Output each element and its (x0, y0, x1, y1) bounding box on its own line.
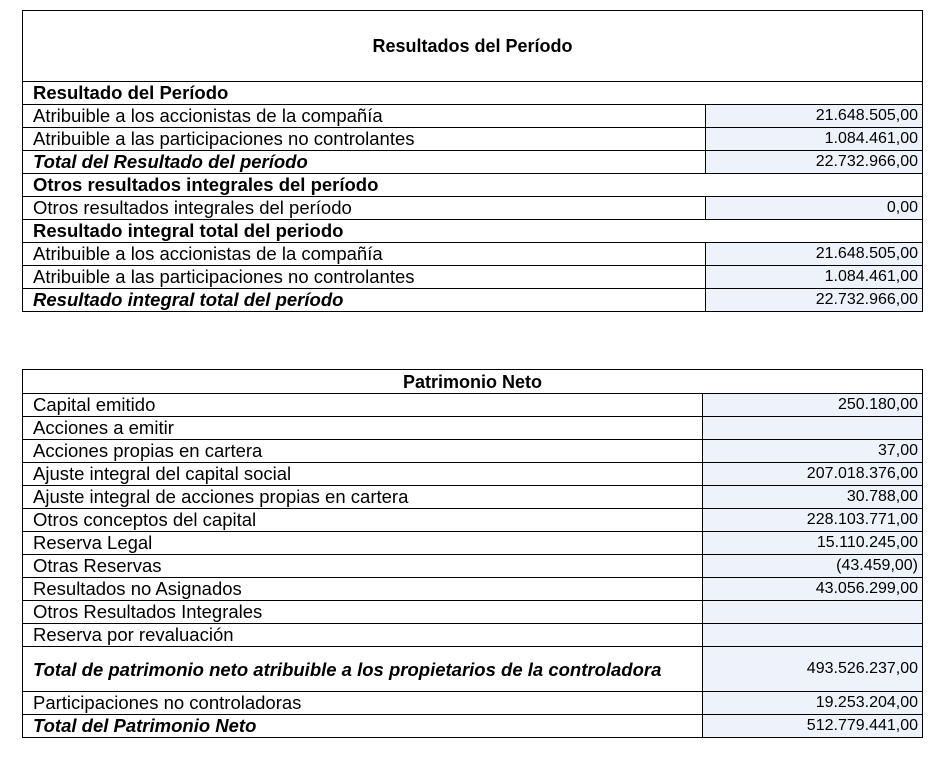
patrimonio-row-value (703, 601, 923, 624)
patrimonio-row-value: 30.788,00 (703, 486, 923, 509)
resultados-row-label: Atribuible a las participaciones no controlantes (23, 128, 706, 151)
resultados-row-label: Resultado integral total del período (23, 289, 706, 312)
patrimonio-row-value: 15.110.245,00 (703, 532, 923, 555)
patrimonio-row (23, 692, 923, 715)
resultados-row (23, 128, 923, 151)
patrimonio-row-label: Otros Resultados Integrales (23, 601, 703, 624)
patrimonio-row-label: Resultados no Asignados (23, 578, 703, 601)
resultados-row (23, 243, 923, 266)
resultados-row-label: Atribuible a los accionistas de la compañía (23, 105, 706, 128)
patrimonio-row-label: Reserva por revaluación (23, 624, 703, 647)
patrimonio-table (22, 369, 923, 738)
patrimonio-row-value: 493.526.237,00 (703, 647, 923, 692)
resultados-row (23, 105, 923, 128)
patrimonio-row (23, 440, 923, 463)
patrimonio-row (23, 624, 923, 647)
patrimonio-row-label: Participaciones no controladoras (23, 692, 703, 715)
patrimonio-row (23, 601, 923, 624)
resultados-row-value: 21.648.505,00 (706, 243, 923, 266)
resultados-section-label: Resultado del Período (23, 82, 923, 105)
resultados-row-value: 1.084.461,00 (706, 128, 923, 151)
resultados-row-value: 22.732.966,00 (706, 151, 923, 174)
resultados-row (23, 82, 923, 105)
patrimonio-table-body (23, 370, 923, 738)
patrimonio-row-value: 512.779.441,00 (703, 715, 923, 738)
resultados-row (23, 266, 923, 289)
resultados-row (23, 151, 923, 174)
patrimonio-row (23, 578, 923, 601)
patrimonio-row-value: 43.056.299,00 (703, 578, 923, 601)
patrimonio-row (23, 647, 923, 692)
patrimonio-row-value: 250.180,00 (703, 394, 923, 417)
patrimonio-row-label: Capital emitido (23, 394, 703, 417)
resultados-row-label: Otros resultados integrales del período (23, 197, 706, 220)
patrimonio-row-label: Acciones propias en cartera (23, 440, 703, 463)
patrimonio-row (23, 532, 923, 555)
patrimonio-row (23, 417, 923, 440)
patrimonio-row-label: Acciones a emitir (23, 417, 703, 440)
resultados-row-label: Total del Resultado del período (23, 151, 706, 174)
resultados-table-body (23, 11, 923, 312)
resultados-row-value: 1.084.461,00 (706, 266, 923, 289)
resultados-section-label: Otros resultados integrales del período (23, 174, 923, 197)
resultados-row-value: 0,00 (706, 197, 923, 220)
patrimonio-row-label: Reserva Legal (23, 532, 703, 555)
patrimonio-row-value: 228.103.771,00 (703, 509, 923, 532)
patrimonio-row (23, 463, 923, 486)
patrimonio-row (23, 486, 923, 509)
patrimonio-row-value (703, 624, 923, 647)
patrimonio-row (23, 394, 923, 417)
resultados-title-row (23, 11, 923, 82)
patrimonio-row-value: 207.018.376,00 (703, 463, 923, 486)
resultados-row-value: 22.732.966,00 (706, 289, 923, 312)
patrimonio-row-label: Ajuste integral de acciones propias en cartera (23, 486, 703, 509)
resultados-section-label: Resultado integral total del periodo (23, 220, 923, 243)
patrimonio-title: Patrimonio Neto (23, 370, 923, 394)
patrimonio-row (23, 509, 923, 532)
patrimonio-row-value: 19.253.204,00 (703, 692, 923, 715)
resultados-row (23, 174, 923, 197)
patrimonio-row (23, 555, 923, 578)
patrimonio-row-label: Total de patrimonio neto atribuible a los propietarios de la controladora (23, 647, 703, 692)
resultados-row (23, 197, 923, 220)
patrimonio-row-label: Otros conceptos del capital (23, 509, 703, 532)
resultados-row (23, 289, 923, 312)
patrimonio-row-value: 37,00 (703, 440, 923, 463)
resultados-row (23, 220, 923, 243)
resultados-row-label: Atribuible a los accionistas de la compañía (23, 243, 706, 266)
patrimonio-row (23, 715, 923, 738)
patrimonio-row-label: Total del Patrimonio Neto (23, 715, 703, 738)
resultados-title: Resultados del Período (23, 11, 923, 82)
resultados-row-value: 21.648.505,00 (706, 105, 923, 128)
patrimonio-row-label: Ajuste integral del capital social (23, 463, 703, 486)
resultados-table (22, 10, 923, 312)
patrimonio-row-value: (43.459,00) (703, 555, 923, 578)
patrimonio-row-value (703, 417, 923, 440)
patrimonio-row-label: Otras Reservas (23, 555, 703, 578)
resultados-row-label: Atribuible a las participaciones no controlantes (23, 266, 706, 289)
patrimonio-title-row (23, 370, 923, 394)
